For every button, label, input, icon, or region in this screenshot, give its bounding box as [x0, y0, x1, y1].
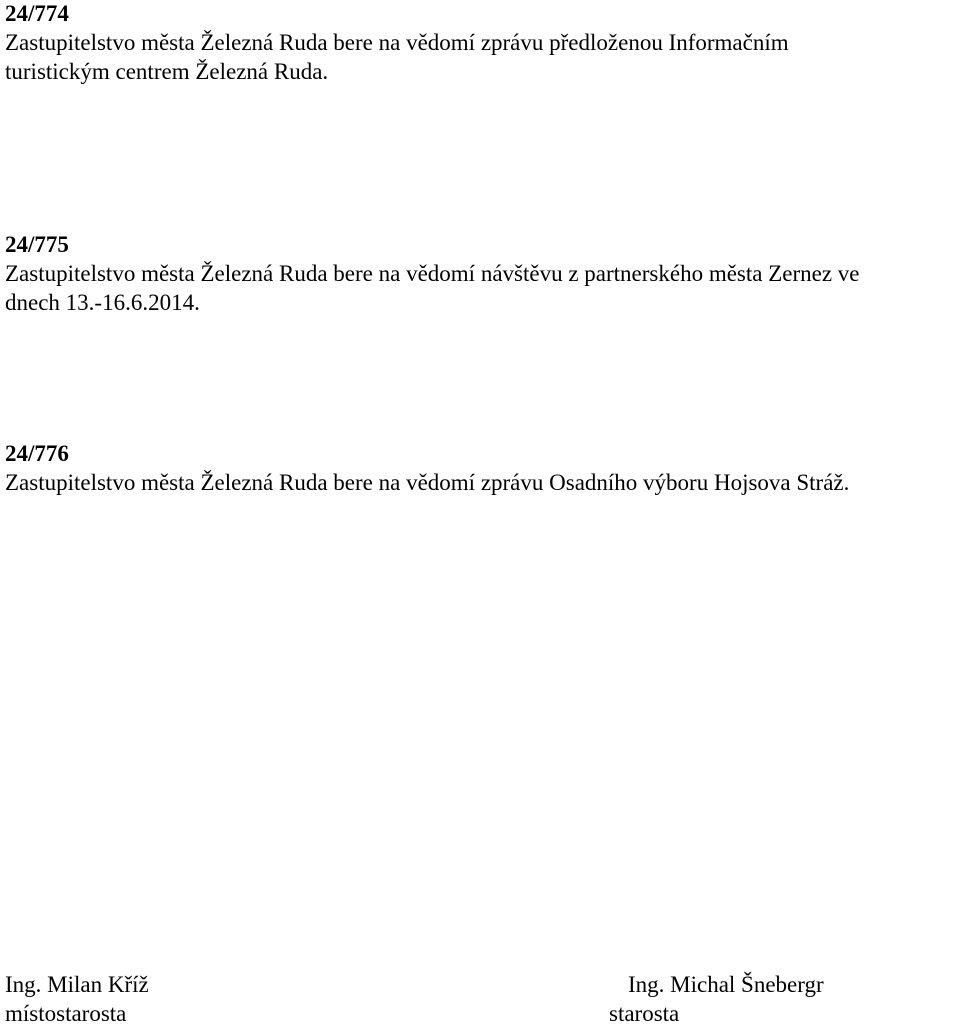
signatory-role: starosta — [609, 1001, 680, 1026]
resolution-text-line: turistickým centrem Železná Ruda. — [5, 59, 329, 84]
resolution-text-line: dnech 13.-16.6.2014. — [5, 290, 200, 315]
resolution-number: 24/775 — [5, 232, 69, 257]
signature-block-left — [5, 970, 149, 1028]
resolution-text-line: Zastupitelstvo města Železná Ruda bere na vědomí návštěvu z partnerského města Zernez ve — [5, 261, 860, 286]
signatory-name: Ing. Michal Šnebergr — [628, 972, 824, 997]
resolution-24-775 — [5, 230, 955, 317]
resolution-24-776 — [5, 439, 955, 497]
resolution-24-774 — [5, 0, 955, 86]
resolution-number: 24/774 — [5, 1, 69, 26]
signature-block-right — [609, 970, 824, 1028]
resolution-text-line: Zastupitelstvo města Železná Ruda bere na vědomí zprávu Osadního výboru Hojsova Stráž. — [5, 470, 850, 495]
signatory-name: Ing. Milan Kříž — [5, 972, 149, 997]
resolution-text-line: Zastupitelstvo města Železná Ruda bere na vědomí zprávu předloženou Informačním — [5, 30, 789, 55]
signatory-role: místostarosta — [5, 1001, 127, 1026]
resolution-number: 24/776 — [5, 441, 69, 466]
